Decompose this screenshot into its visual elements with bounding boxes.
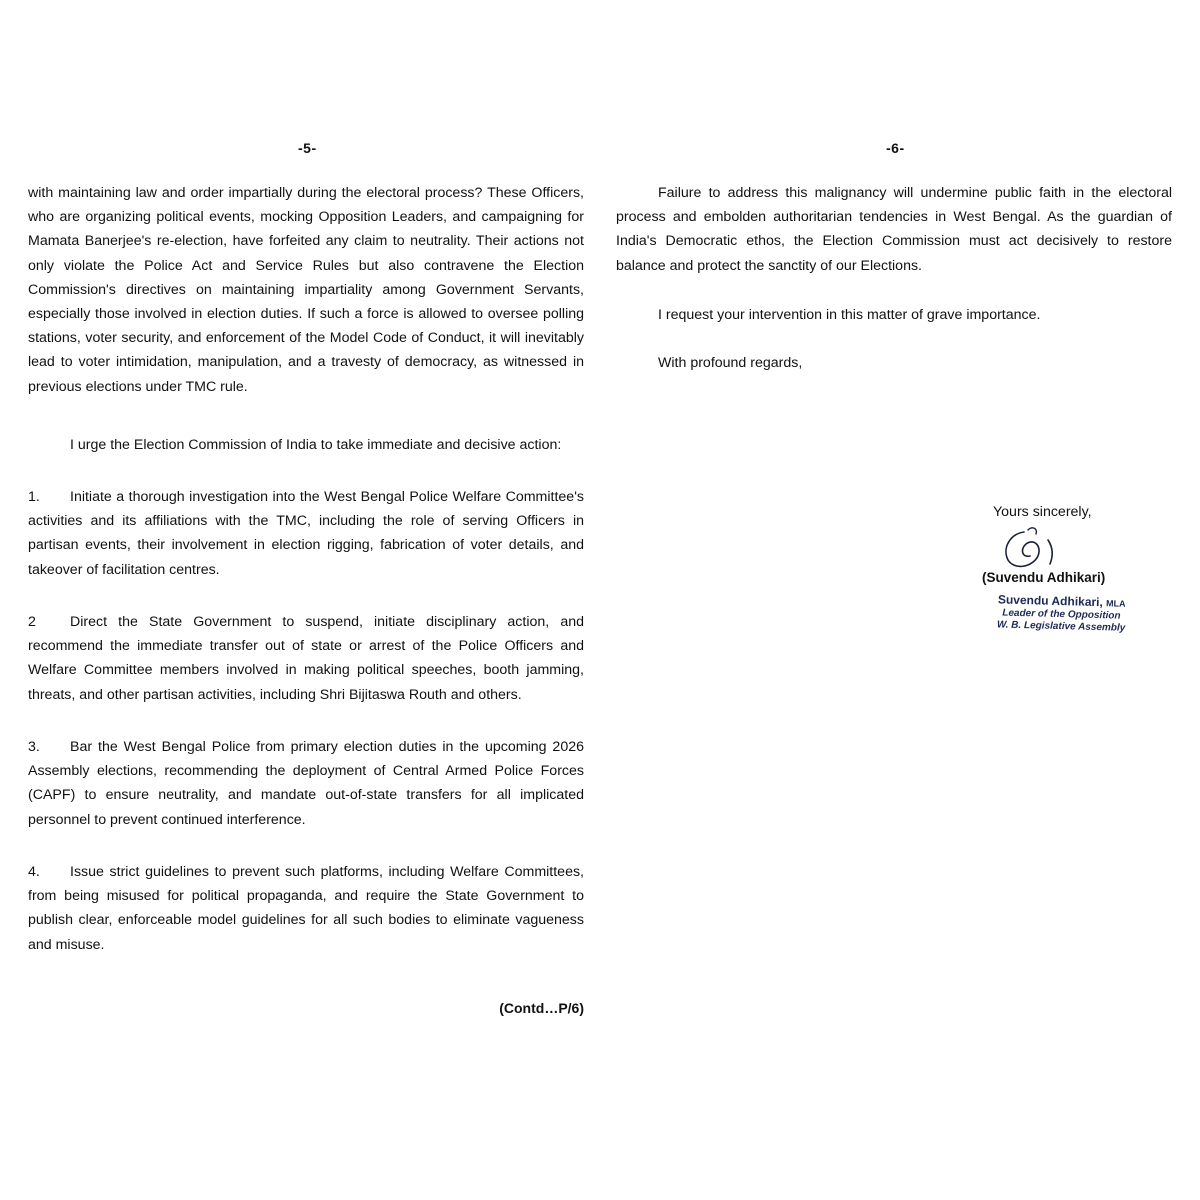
stamp-body: W. B. Legislative Assembly [996,619,1126,634]
action-item-2-number: 2 [28,614,36,630]
action-item-1-number: 1. [28,489,40,505]
closing-salutation: Yours sincerely, [993,504,1092,520]
action-item-3-number: 3. [28,739,40,755]
continued-note: (Contd…P/6) [499,1000,584,1016]
stamp-suffix: MLA [1105,598,1126,609]
action-item-4 [28,860,584,957]
action-item-2-text: Direct the State Government to suspend, initiate disciplinary action, and recommend the immediate transfer out of state or arrest of the Police Officers and Welfare Committee members involved in making political speeches, booth jamming, threats, and other partisan activities, including Shri Bijitaswa Routh and others. [28,614,584,703]
official-stamp [981,592,1142,635]
urge-paragraph: I urge the Election Commission of India to take immediate and decisive action: [70,437,562,453]
stamp-title: Leader of the Opposition [1002,607,1121,622]
handwritten-signature-icon [992,524,1072,574]
page-5 [28,0,584,1200]
page-number-6: -6- [886,140,905,156]
stamp-name: Suvendu Adhikari, [997,592,1103,610]
action-item-4-text: Issue strict guidelines to prevent such platforms, including Welfare Committees, from being misused for political propaganda, and require the State Government to publish clear, enforceable model guidelines for all such bodies to eliminate vagueness and misuse. [28,864,584,953]
request-paragraph: I request your intervention in this matter of grave importance. [658,307,1041,323]
failure-paragraph: Failure to address this malignancy will undermine public faith in the electoral process and embolden authoritarian tendencies in West Bengal. As the guardian of India's Democratic ethos, the Election Commission must act decisively to restore balance and protect the sanctity of our Elections. [616,185,1172,274]
action-item-1-text: Initiate a thorough investigation into the West Bengal Police Welfare Committee's activities and its affiliations with the TMC, including the role of serving Officers in partisan events, their involvement in election rigging, fabrication of voter details, and takeover of facilitation centres. [28,489,584,578]
page-6 [616,0,1172,1200]
action-item-1 [28,485,584,582]
regards-paragraph: With profound regards, [658,355,803,371]
continued-paragraph: with maintaining law and order impartially during the electoral process? These Officers, who are organizing political events, mocking Opposition Leaders, and campaigning for Mamata Banerjee's re-election, have forfeited any claim to neutrality. Their actions not only violate the Police Act and Service Rules but also contravene the Election Commission's directives on maintaining impartiality among Government Servants, especially those involved in election duties. If such a force is allowed to oversee polling stations, voter security, and enforcement of the Model Code of Conduct, it will inevitably lead to voter intimidation, manipulation, and a travesty of democracy, as witnessed in previous elections under TMC rule. [28,185,584,395]
signer-name: (Suvendu Adhikari) [982,570,1106,585]
action-item-3 [28,735,584,832]
page-number-5: -5- [298,140,317,156]
action-item-2 [28,610,584,707]
action-item-4-number: 4. [28,864,40,880]
action-item-3-text: Bar the West Bengal Police from primary election duties in the upcoming 2026 Assembly elections, recommending the deployment of Central Armed Police Forces (CAPF) to ensure neutrality, and mandate out-of-state transfers for all implicated personnel to prevent continued interference. [28,739,584,828]
